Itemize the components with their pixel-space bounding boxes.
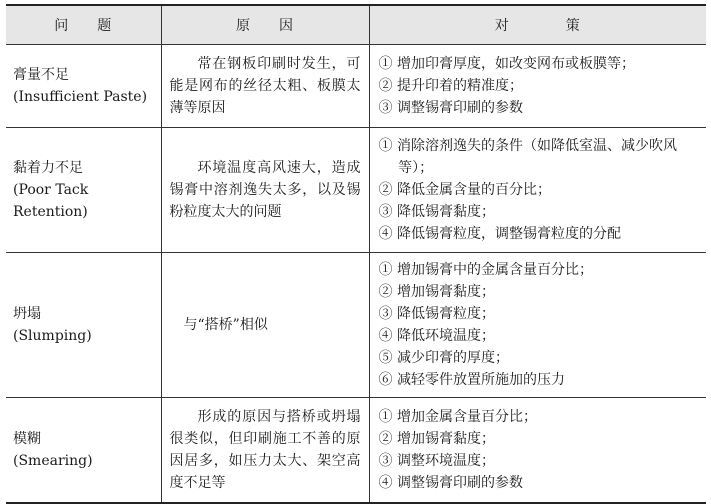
issue-cell [6,128,161,253]
table-row [6,128,706,253]
issue-name-en: (Smearing) [13,453,93,469]
countermeasure-item: ① 消除溶剂逸失的条件（如降低室温、减少吹风等）； [378,138,677,176]
countermeasure-item: ② 增加锡膏黏度； [378,284,495,300]
cause-cell: 环境温度高风速大，造成锡膏中溶剂逸失太多，以及锡粉粒度太大的问题 [161,128,369,253]
issue-name-en-line2: Retention) [13,204,88,220]
countermeasure-item: ⑤ 减少印膏的厚度； [378,350,509,366]
countermeasure-item: ③ 降低锡膏粒度； [378,306,495,322]
table-row [6,45,706,128]
countermeasure-item: ① 增加印膏厚度，如改变网布或板膜等； [378,56,635,72]
countermeasure-item: ③ 调整锡膏印刷的参数 [378,100,523,116]
header-countermeasure: 对 策 [369,5,706,45]
issue-name-en: (Insufficient Paste) [13,89,148,105]
troubleshooting-table [6,4,706,504]
countermeasure-item: ① 增加锡膏中的金属含量百分比； [378,262,593,278]
cause-cell: 与“搭桥”相似 [161,253,369,398]
header-row [6,5,706,45]
issue-name-cn: 膏量不足 [13,67,69,83]
countermeasure-item: ④ 调整锡膏印刷的参数 [378,475,523,491]
countermeasure-item: ④ 降低环境温度； [378,328,495,344]
cause-cell: 形成的原因与搭桥或坍塌很类似，但印刷施工不善的原因居多，如压力太大、架空高度不足等 [161,398,369,504]
countermeasure-item: ③ 调整环境温度； [378,453,495,469]
table-row [6,253,706,398]
countermeasure-item: ③ 降低锡膏黏度； [378,204,495,220]
countermeasure-cell [369,253,706,398]
issue-cell [6,398,161,504]
issue-name-en: (Slumping) [13,328,92,344]
issue-cell [6,45,161,128]
countermeasure-item: ④ 降低锡膏粒度，调整锡膏粒度的分配 [378,226,621,242]
issue-name-en: (Poor Tack [13,182,89,198]
countermeasure-cell [369,45,706,128]
issue-cell [6,253,161,398]
issue-name-cn: 坍塌 [13,306,41,322]
countermeasure-cell [369,128,706,253]
countermeasure-item: ② 提升印着的精准度； [378,78,523,94]
countermeasure-cell [369,398,706,504]
countermeasure-item: ② 增加锡膏黏度； [378,431,495,447]
table-row [6,398,706,504]
header-cause: 原 因 [161,5,369,45]
issue-name-cn: 黏着力不足 [13,160,83,176]
countermeasure-item: ① 增加金属含量百分比； [378,409,537,425]
countermeasure-item: ⑥ 减轻零件放置所施加的压力 [378,372,565,388]
header-issue: 问 题 [6,5,161,45]
issue-name-cn: 模糊 [13,431,41,447]
countermeasure-item: ② 降低金属含量的百分比； [378,182,551,198]
cause-cell: 常在钢板印刷时发生，可能是网布的丝径太粗、板膜太薄等原因 [161,45,369,128]
